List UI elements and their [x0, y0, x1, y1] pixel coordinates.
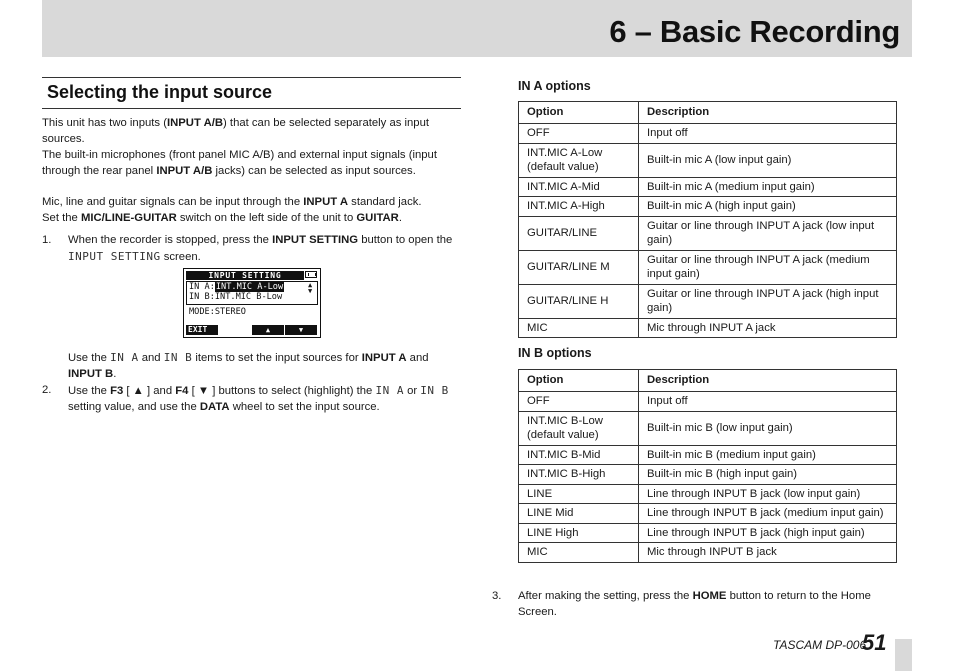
table-row: INT.MIC B-Low (default value) Built-in mic B (low input gain)	[519, 411, 897, 445]
lcd-title: INPUT SETTING	[186, 271, 304, 280]
intro-paragraph-2: The built-in microphones (front panel MIC A/B) and external input signals (input through the rear panel INPUT A/B jacks) can be selected as input sources.	[42, 149, 437, 177]
table-row: LINE Line through INPUT B jack (low input gain)	[519, 484, 897, 504]
footer-brand: TASCAM DP-006	[773, 638, 867, 652]
table-row: INT.MIC A-Low (default value) Built-in mic A (low input gain)	[519, 143, 897, 177]
col-description-header: Description	[639, 370, 897, 392]
section-title: Selecting the input source	[47, 82, 273, 102]
in-b-heading: IN B options	[518, 346, 592, 360]
step-3-text: After making the setting, press the HOME button to return to the Home Screen.	[518, 590, 871, 618]
section-title-bar	[42, 77, 461, 109]
use-items-text: Use the IN A and IN B items to set the input sources for INPUT A and INPUT B.	[68, 351, 429, 380]
in-a-table	[518, 101, 897, 338]
lcd-up-button: ▲	[252, 325, 284, 335]
intro-paragraph-4: Set the MIC/LINE-GUITAR switch on the left side of the unit to GUITAR.	[42, 212, 402, 224]
step-2-number: 2.	[42, 384, 52, 396]
step-1-text: When the recorder is stopped, press the INPUT SETTING button to open the INPUT SETTING screen.	[68, 234, 453, 263]
table-row: INT.MIC B-High Built-in mic B (high input gain)	[519, 465, 897, 485]
table-row: LINE High Line through INPUT B jack (high input gain)	[519, 523, 897, 543]
intro-paragraph-1: This unit has two inputs (INPUT A/B) that can be selected separately as input sources.	[42, 117, 430, 145]
page-tab-marker	[895, 639, 912, 671]
table-row: INT.MIC A-High Built-in mic A (high input gain)	[519, 197, 897, 217]
table-row: OFF Input off	[519, 124, 897, 144]
table-row: MIC Mic through INPUT B jack	[519, 543, 897, 563]
col-description-header: Description	[639, 102, 897, 124]
table-row: INT.MIC B-Mid Built-in mic B (medium input gain)	[519, 445, 897, 465]
input-setting-screen	[183, 268, 321, 338]
in-a-heading: IN A options	[518, 79, 591, 93]
table-header-row	[519, 370, 897, 392]
col-option-header: Option	[519, 102, 639, 124]
step-3-number: 3.	[492, 590, 502, 602]
page-number: 51	[862, 630, 887, 655]
intro-paragraph-3: Mic, line and guitar signals can be input through the INPUT A standard jack.	[42, 196, 422, 208]
battery-icon	[305, 271, 317, 278]
lcd-row-in-b: IN B:INT.MIC B-Low	[189, 292, 283, 302]
header-band	[42, 0, 912, 57]
table-row: GUITAR/LINE M Guitar or line through INPUT A jack (medium input gain)	[519, 250, 897, 284]
step-1-number: 1.	[42, 234, 52, 246]
table-row: GUITAR/LINE H Guitar or line through INPUT A jack (high input gain)	[519, 284, 897, 318]
col-option-header: Option	[519, 370, 639, 392]
lcd-row-in-a: IN A:INT.MIC A-Low	[189, 282, 284, 292]
up-down-icon: ▲ ▼	[308, 281, 313, 295]
step-2-text: Use the F3 [ ▲ ] and F4 [ ▼ ] buttons to select (highlight) the IN A or IN B setting value, and use the DATA wheel to set the input source.	[68, 384, 449, 413]
lcd-exit-button: EXIT	[186, 325, 218, 335]
in-b-table	[518, 369, 897, 563]
table-row: GUITAR/LINE Guitar or line through INPUT A jack (low input gain)	[519, 216, 897, 250]
table-row: INT.MIC A-Mid Built-in mic A (medium input gain)	[519, 177, 897, 197]
table-row: LINE Mid Line through INPUT B jack (medium input gain)	[519, 504, 897, 524]
table-header-row	[519, 102, 897, 124]
chapter-title: 6 – Basic Recording	[609, 14, 900, 49]
lcd-mode: MODE:STEREO	[189, 307, 246, 317]
lcd-down-button: ▼	[285, 325, 317, 335]
table-row: OFF Input off	[519, 392, 897, 412]
table-row: MIC Mic through INPUT A jack	[519, 318, 897, 338]
